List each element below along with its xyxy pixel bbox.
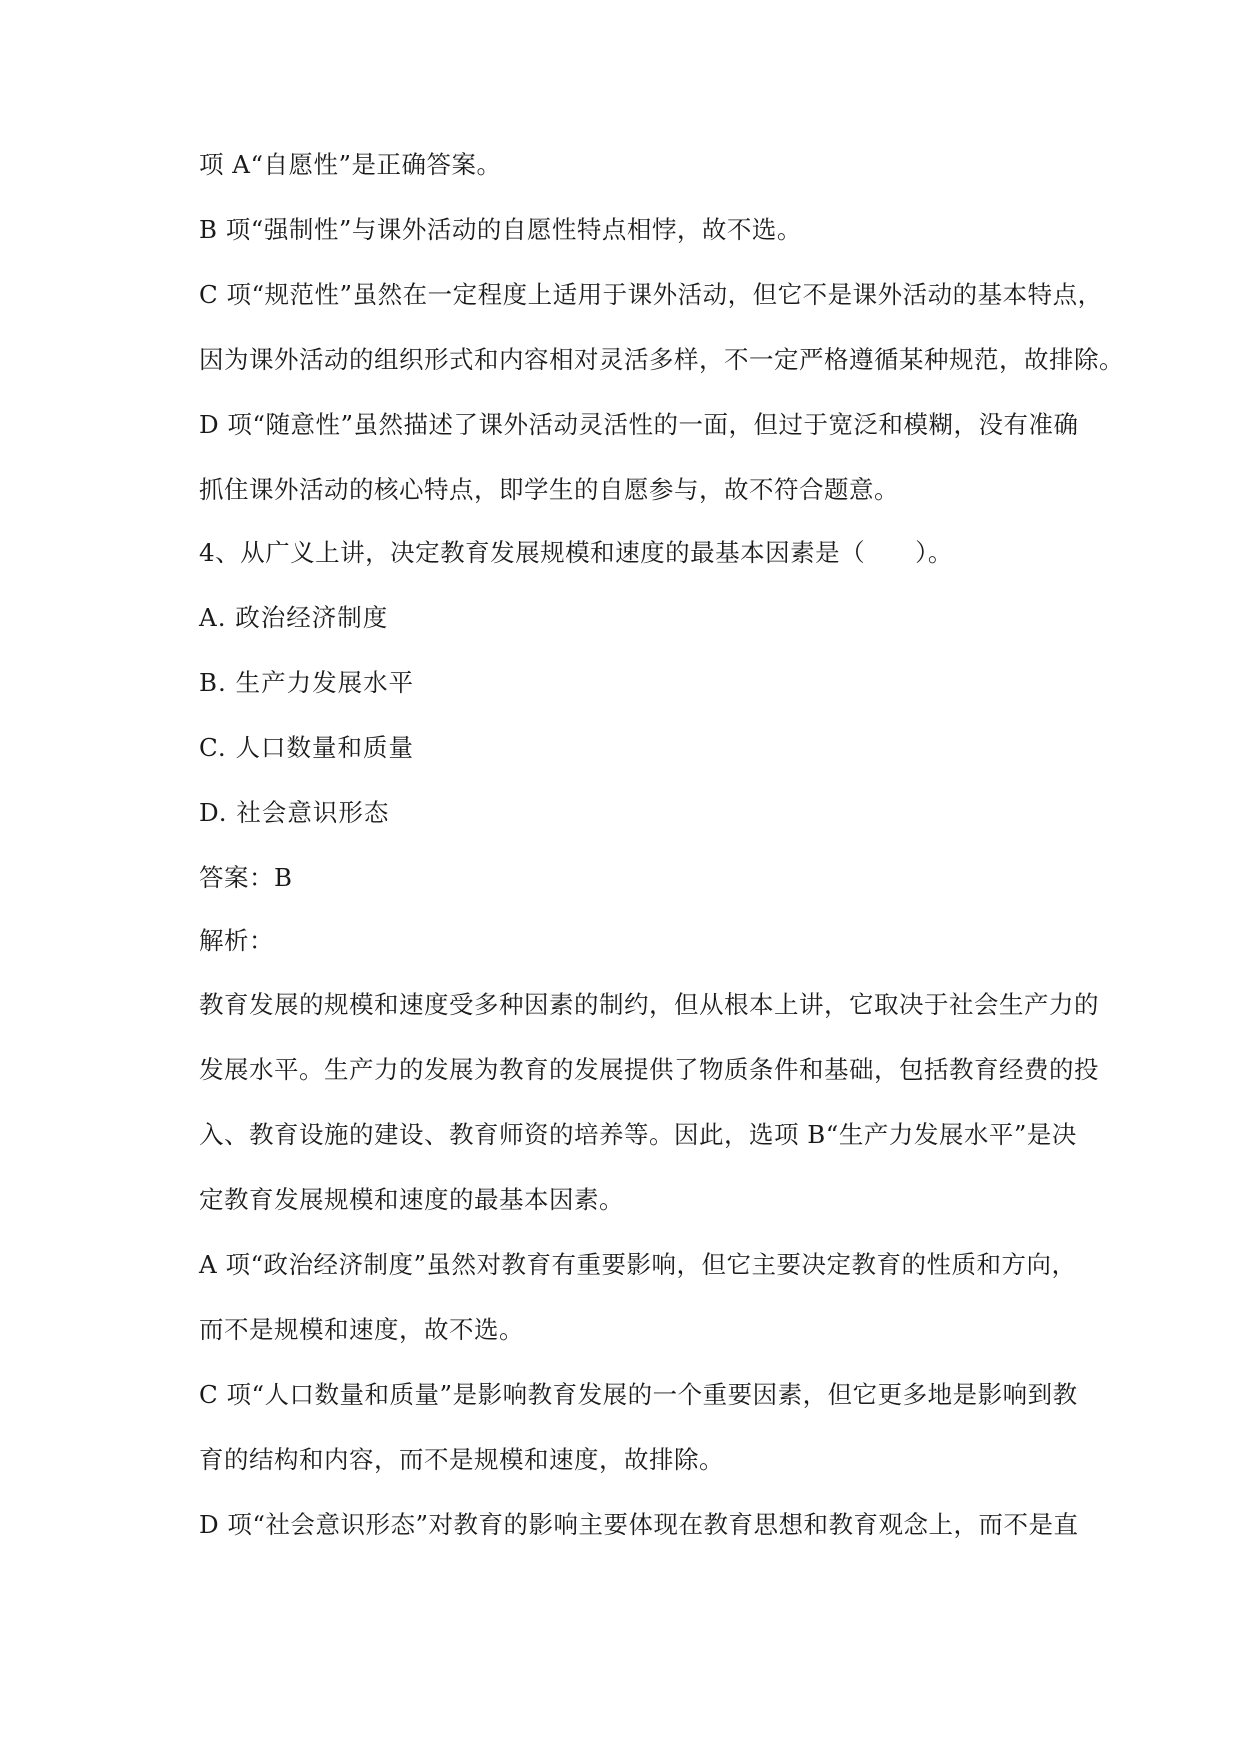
question-4-stem: 4、从广义上讲，决定教育发展规模和速度的最基本因素是（ ）。 <box>199 538 953 567</box>
analysis-paragraph-line-3: 入、教育设施的建设、教育师资的培养等。因此，选项 B“生产力发展水平”是决 <box>199 1120 1077 1149</box>
question-4-option-b: B. 生产力发展水平 <box>199 668 415 697</box>
question-4-option-d: D. 社会意识形态 <box>199 798 390 827</box>
question-4-answer: 答案：B <box>199 863 293 892</box>
analysis-option-d-line-3: D 项“社会意识形态”对教育的影响主要体现在教育思想和教育观念上，而不是直 <box>199 1510 1079 1539</box>
question-4-analysis-heading: 解析： <box>199 926 274 955</box>
analysis-option-b-line: B 项“强制性”与课外活动的自愿性特点相悖，故不选。 <box>199 215 802 244</box>
analysis-option-d-line: D 项“随意性”虽然描述了课外活动灵活性的一面，但过于宽泛和模糊，没有准确 <box>199 410 1079 439</box>
analysis-option-c-line-4: 育的结构和内容，而不是规模和速度，故排除。 <box>199 1445 724 1474</box>
analysis-paragraph-line-4: 定教育发展规模和速度的最基本因素。 <box>199 1185 624 1214</box>
analysis-option-d-line-2: 抓住课外活动的核心特点，即学生的自愿参与，故不符合题意。 <box>199 475 899 504</box>
question-4-option-c: C. 人口数量和质量 <box>199 733 414 762</box>
analysis-option-a-line: A 项“政治经济制度”虽然对教育有重要影响，但它主要决定教育的性质和方向， <box>199 1250 1077 1279</box>
analysis-paragraph-line-1: 教育发展的规模和速度受多种因素的制约，但从根本上讲，它取决于社会生产力的 <box>199 990 1099 1019</box>
analysis-option-c-line: C 项“规范性”虽然在一定程度上适用于课外活动，但它不是课外活动的基本特点， <box>199 280 1103 309</box>
analysis-option-c-line-2: 因为课外活动的组织形式和内容相对灵活多样，不一定严格遵循某种规范，故排除。 <box>199 345 1124 374</box>
analysis-option-c-line-3: C 项“人口数量和质量”是影响教育发展的一个重要因素，但它更多地是影响到教 <box>199 1380 1078 1409</box>
analysis-paragraph-line-2: 发展水平。生产力的发展为教育的发展提供了物质条件和基础，包括教育经费的投 <box>199 1055 1099 1084</box>
question-4-option-a: A. 政治经济制度 <box>199 603 389 632</box>
analysis-option-a-line-2: 而不是规模和速度，故不选。 <box>199 1315 524 1344</box>
answer-note-line: 项 A“自愿性”是正确答案。 <box>199 150 502 179</box>
